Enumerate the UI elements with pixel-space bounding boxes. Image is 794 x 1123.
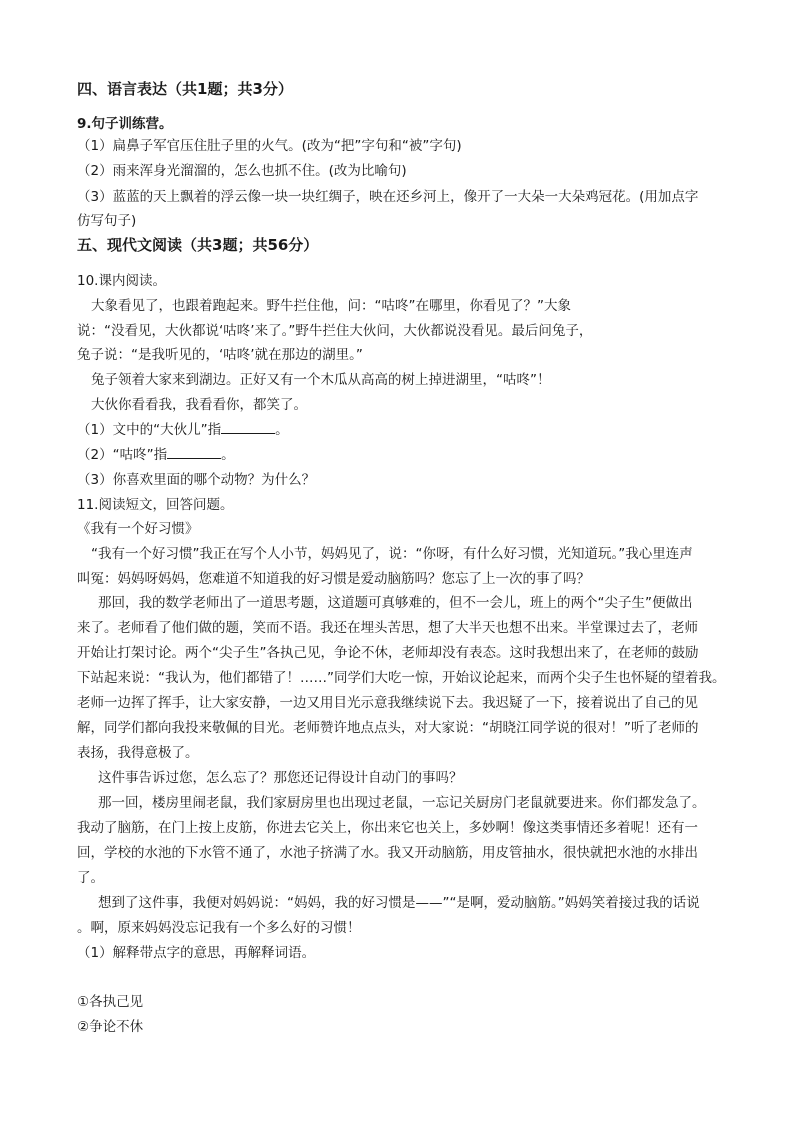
q10-passage-line: 大伙你看看我，我看看你，都笑了。 xyxy=(91,397,307,413)
q11-passage-line: 解，同学们都向我投来敬佩的目光。老师赞许地点点头，对大家说：“胡晓江同学说的很对！”听了老师的 xyxy=(77,720,699,736)
q10-passage-line: 大象看见了，也跟着跑起来。野牛拦住他，问：“咕咚”在哪里，你看见了？”大象 xyxy=(91,298,571,314)
q11-title: 11.阅读短文，回答问题。 xyxy=(77,497,234,513)
answer-blank[interactable] xyxy=(167,446,221,459)
q11-passage-line: 这件事告诉过您，怎么忘了？那您还记得设计自动门的事吗？ xyxy=(98,770,463,786)
q11-passage-line: 想到了这件事，我便对妈妈说：“妈妈，我的好习惯是——”“是啊，爱动脑筋。”妈妈笑着接过我的话说 xyxy=(98,895,700,911)
q11-passage-line: “我有一个好习惯”我正在写个人小节，妈妈见了，说：“你呀，有什么好习惯，光知道玩。”我心里连声 xyxy=(91,546,693,562)
q11-passage-line: 了。 xyxy=(77,870,104,886)
q10-sub-1-text: （1）文中的“大伙儿”指 xyxy=(77,422,222,438)
q10-passage-line: 说：“没看见，大伙都说‘咕咚’来了。”野牛拦住大伙问，大伙都说没看见。最后问兔子， xyxy=(77,323,593,339)
q9-item-1: （1）扁鼻子军官压住肚子里的火气。(改为“把”字句和“被”字句) xyxy=(77,138,462,154)
q10-passage-line: 兔子说：“是我听见的，‘咕咚’就在那边的湖里。” xyxy=(77,347,363,363)
q11-passage-line: 来了。老师看了他们做的题，笑而不语。我还在埋头苦思，想了大半天也想不出来。半堂课过去了，老师 xyxy=(77,620,698,636)
answer-blank[interactable] xyxy=(221,421,275,434)
q11-passage-line: 回，学校的水池的下水管不通了，水池子挤满了水。我又开动脑筋，用皮管抽水，很快就把水池的水排出 xyxy=(77,845,698,861)
q10-title: 10.课内阅读。 xyxy=(77,273,166,289)
q11-passage-line: 老师一边挥了挥手，让大家安静，一边又用目光示意我继续说下去。我迟疑了一下，接着说出了自己的见 xyxy=(77,695,698,711)
q9-item-3: （3）蓝蓝的天上飘着的浮云像一块一块红绸子，映在还乡河上，像开了一大朵一大朵鸡冠花。(用加点字 xyxy=(77,189,699,205)
q10-sub-3: （3）你喜欢里面的哪个动物？为什么？ xyxy=(77,472,316,488)
q11-answer-item: ②争论不休 xyxy=(77,1019,144,1035)
q11-passage-line: 叫冤：妈妈呀妈妈，您难道不知道我的好习惯是爱动脑筋吗？您忘了上一次的事了吗？ xyxy=(77,571,590,587)
q11-answer-item: ①各执己见 xyxy=(77,994,144,1010)
q10-sub-2-suffix: 。 xyxy=(221,447,235,463)
q11-passage-line: 开始让打架讨论。两个“尖子生”各执己见，争论不休，老师却没有表态。这时我想出来了，在老师的鼓励 xyxy=(77,645,699,661)
q10-sub-2 xyxy=(77,446,235,464)
q10-sub-1 xyxy=(77,421,289,439)
q9-item-2: （2）雨来浑身光溜溜的，怎么也抓不住。(改为比喻句) xyxy=(77,163,407,179)
q10-sub-1-suffix: 。 xyxy=(275,422,289,438)
q9-title: 9.句子训练营。 xyxy=(77,116,173,132)
q10-sub-2-text: （2）“咕咚”指 xyxy=(77,447,168,463)
section-4-heading: 四、语言表达（共1题；共3分） xyxy=(77,80,293,98)
q11-passage-line: 下站起来说：“我认为，他们都错了！……”同学们大吃一惊，开始议论起来，而两个尖子生也怀疑的望着我。 xyxy=(77,670,726,686)
q10-passage-line: 兔子领着大家来到湖边。正好又有一个木瓜从高高的树上掉进湖里，“咕咚”！ xyxy=(91,372,551,388)
q11-passage-line: 我动了脑筋，在门上按上皮筋，你进去它关上，你出来它也关上，多妙啊！像这类事情还多着呢！还有一 xyxy=(77,820,698,836)
q9-item-3-cont: 仿写句子) xyxy=(77,213,137,229)
q11-passage-line: 那一回，楼房里闹老鼠，我们家厨房里也出现过老鼠，一忘记关厨房门老鼠就要进来。你们都发急了。 xyxy=(98,795,706,811)
section-5-heading: 五、现代文阅读（共3题；共56分） xyxy=(77,236,319,254)
q11-passage-line: 。啊，原来妈妈没忘记我有一个多么好的习惯！ xyxy=(77,920,361,936)
q11-passage-line: 那回，我的数学老师出了一道思考题，这道题可真够难的，但不一会儿，班上的两个“尖子生”便做出 xyxy=(98,595,693,611)
q11-article-title: 《我有一个好习惯》 xyxy=(77,521,199,537)
q11-sub-1: （1）解释带点字的意思，再解释词语。 xyxy=(77,945,316,961)
q11-passage-line: 表扬，我得意极了。 xyxy=(77,745,199,761)
